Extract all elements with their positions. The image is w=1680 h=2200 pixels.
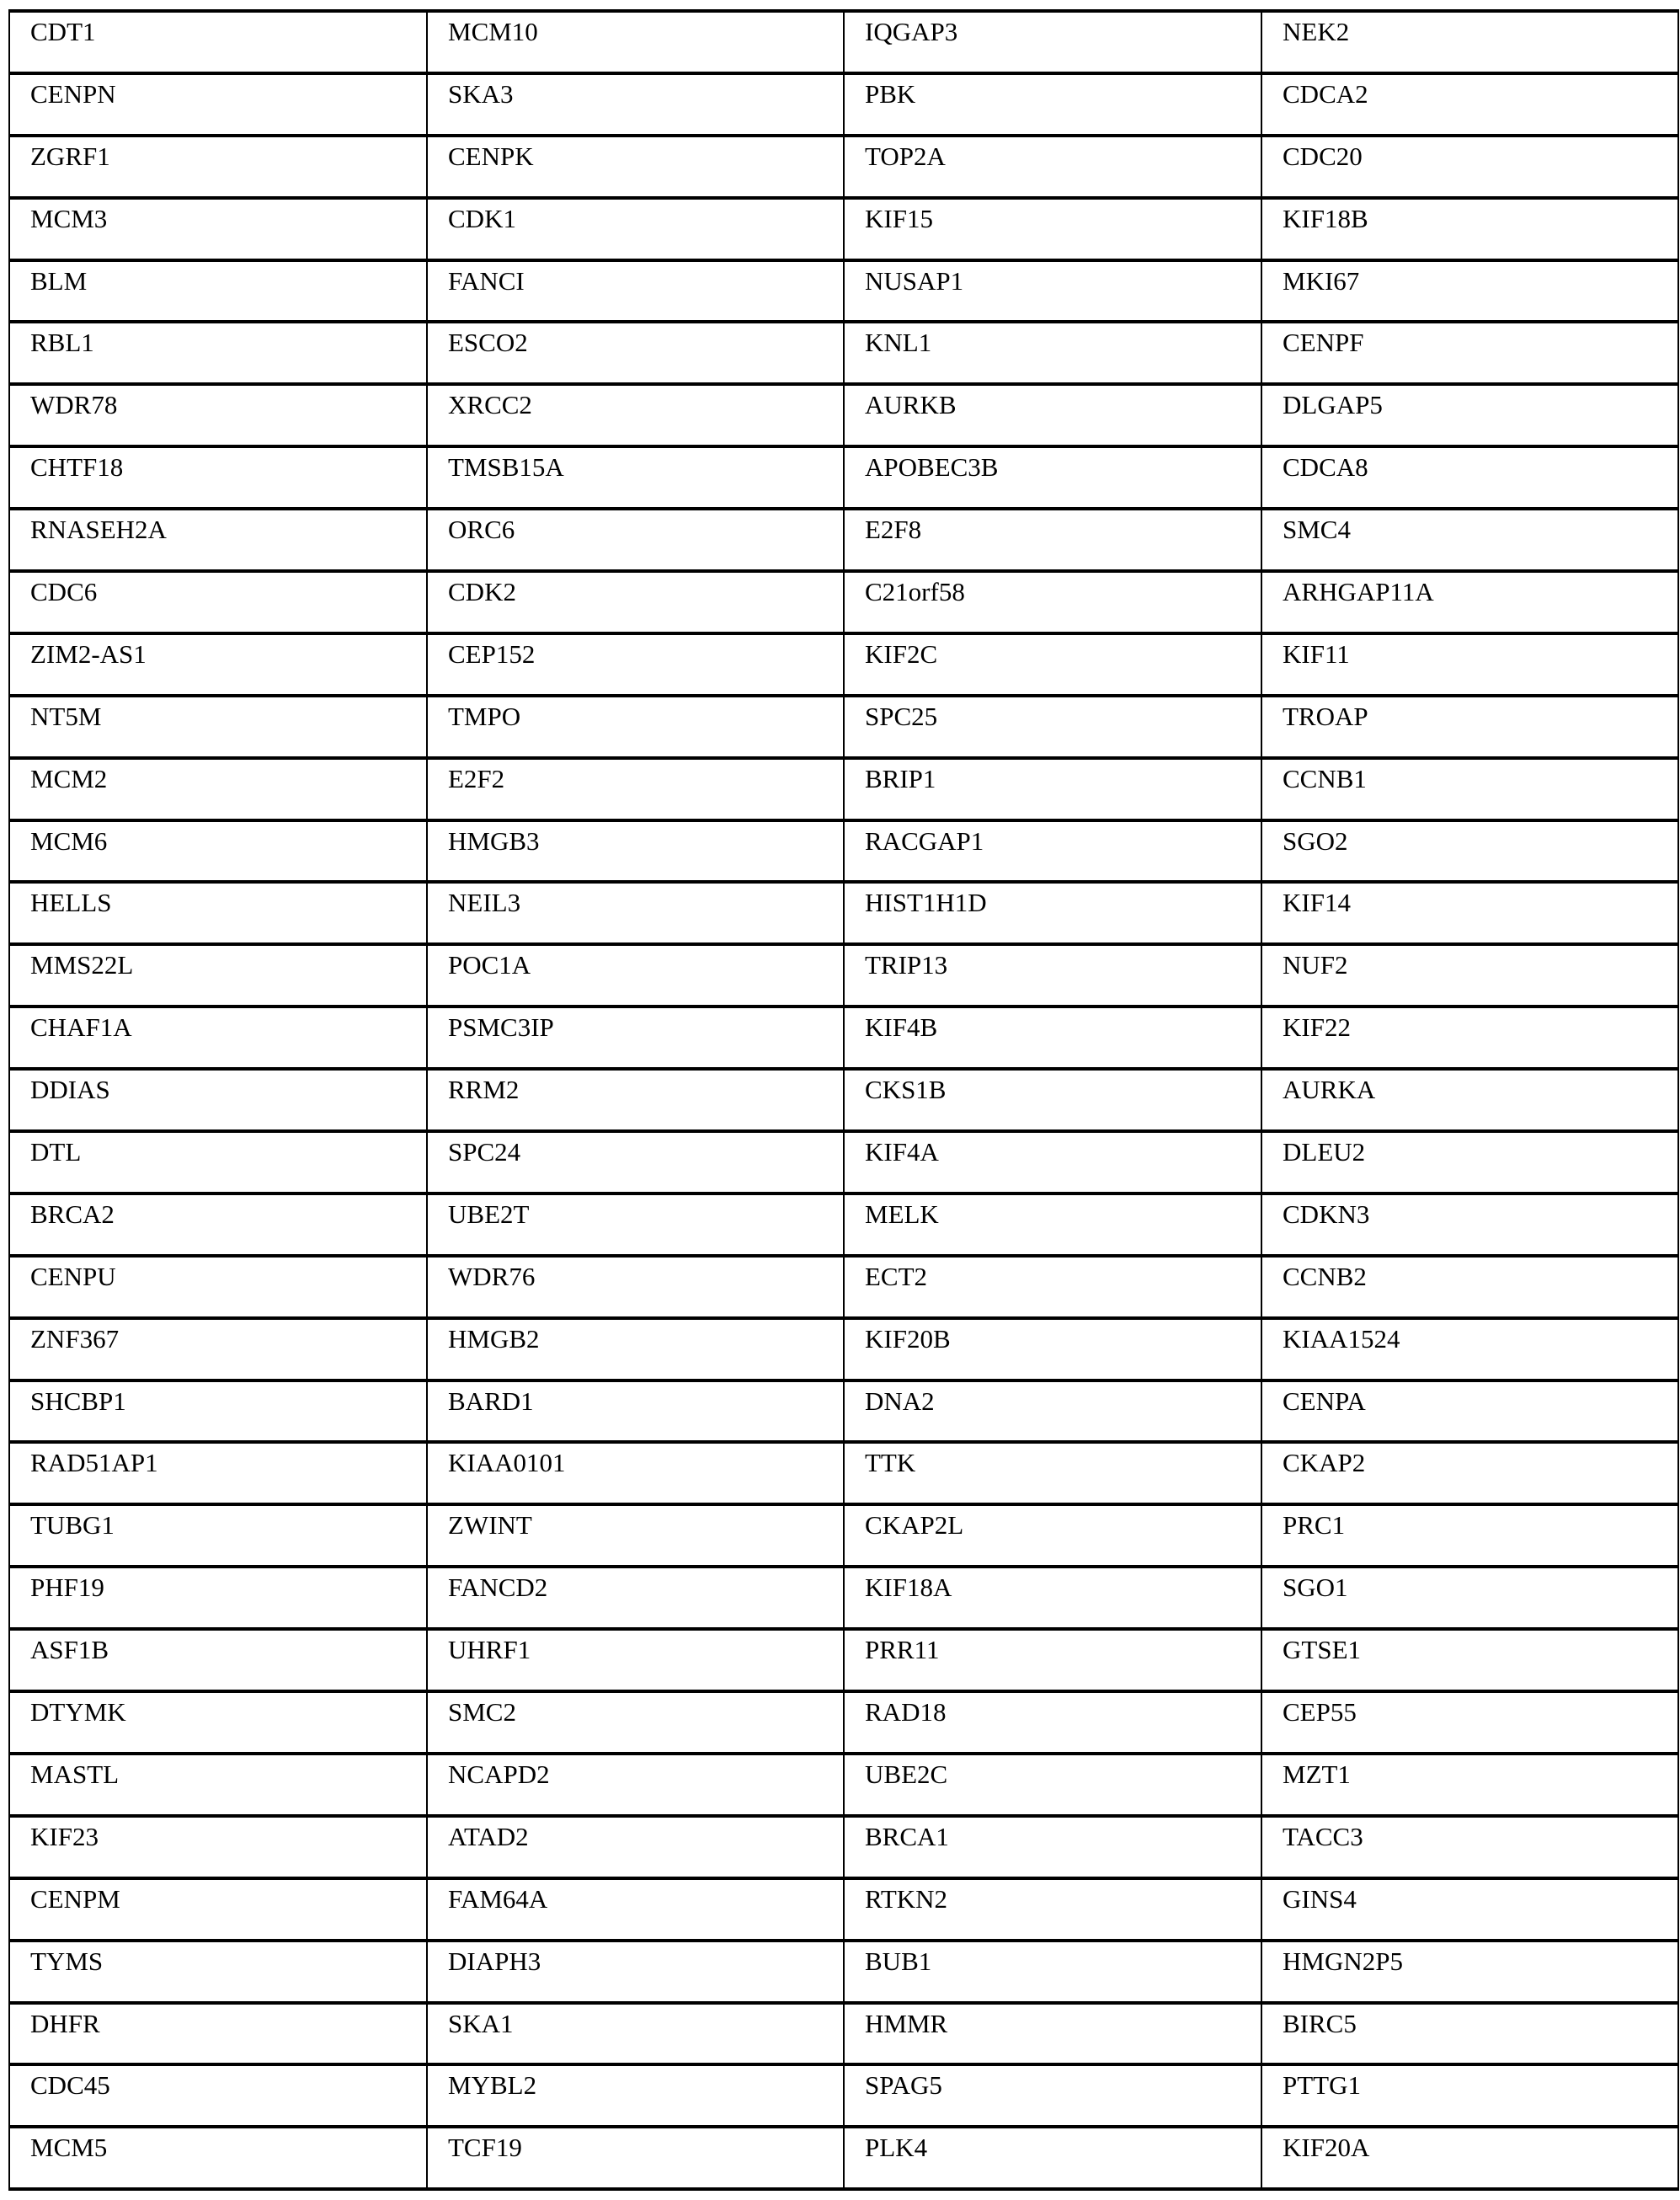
gene-cell: ORC6 [427, 509, 844, 571]
table-row [9, 384, 1678, 446]
gene-cell: TROAP [1261, 696, 1678, 758]
gene-cell: BRCA1 [844, 1816, 1261, 1878]
gene-cell: RBL1 [9, 322, 427, 384]
table-row [9, 1754, 1678, 1816]
gene-cell: DNA2 [844, 1380, 1261, 1443]
gene-cell: RAD18 [844, 1691, 1261, 1754]
gene-cell: NT5M [9, 696, 427, 758]
gene-cell: SKA3 [427, 73, 844, 136]
table-row [9, 260, 1678, 323]
gene-cell: TTK [844, 1442, 1261, 1504]
table-row [9, 2064, 1678, 2127]
table-row [9, 1629, 1678, 1691]
gene-cell: KIF14 [1261, 882, 1678, 944]
table-row [9, 1567, 1678, 1629]
table-row [9, 2003, 1678, 2065]
gene-cell: MCM10 [427, 11, 844, 73]
gene-cell: HELLS [9, 882, 427, 944]
gene-cell: RNASEH2A [9, 509, 427, 571]
gene-cell: TMSB15A [427, 446, 844, 509]
table-row [9, 322, 1678, 384]
gene-cell: TACC3 [1261, 1816, 1678, 1878]
gene-cell: CKAP2 [1261, 1442, 1678, 1504]
gene-cell: HMGN2P5 [1261, 1941, 1678, 2003]
gene-cell: RRM2 [427, 1069, 844, 1131]
table-row [9, 1256, 1678, 1318]
gene-cell: TMPO [427, 696, 844, 758]
gene-cell: AURKB [844, 384, 1261, 446]
gene-cell: RACGAP1 [844, 820, 1261, 883]
gene-cell: AURKA [1261, 1069, 1678, 1131]
gene-cell: DTL [9, 1131, 427, 1193]
gene-cell: ZIM2-AS1 [9, 633, 427, 696]
gene-cell: SPAG5 [844, 2064, 1261, 2127]
table-row [9, 696, 1678, 758]
gene-cell: KIF15 [844, 198, 1261, 260]
gene-cell: KIF20B [844, 1318, 1261, 1380]
gene-cell: GTSE1 [1261, 1629, 1678, 1691]
gene-cell: BUB1 [844, 1941, 1261, 2003]
gene-cell: UBE2T [427, 1193, 844, 1256]
gene-cell: KIF4A [844, 1131, 1261, 1193]
table-row [9, 758, 1678, 820]
gene-cell: DDIAS [9, 1069, 427, 1131]
gene-cell: TUBG1 [9, 1504, 427, 1567]
gene-cell: KIF4B [844, 1007, 1261, 1069]
gene-cell: MCM3 [9, 198, 427, 260]
gene-cell: CDC20 [1261, 136, 1678, 198]
gene-table [8, 9, 1679, 2191]
gene-cell: CEP152 [427, 633, 844, 696]
table-row [9, 1442, 1678, 1504]
gene-cell: MKI67 [1261, 260, 1678, 323]
gene-cell: NEIL3 [427, 882, 844, 944]
table-row [9, 73, 1678, 136]
gene-cell: E2F2 [427, 758, 844, 820]
gene-cell: PTTG1 [1261, 2064, 1678, 2127]
gene-cell: NCAPD2 [427, 1754, 844, 1816]
gene-cell: CENPN [9, 73, 427, 136]
gene-cell: RTKN2 [844, 1878, 1261, 1941]
gene-cell: ZGRF1 [9, 136, 427, 198]
table-row [9, 820, 1678, 883]
gene-cell: KIF18B [1261, 198, 1678, 260]
gene-cell: MCM2 [9, 758, 427, 820]
gene-cell: C21orf58 [844, 571, 1261, 633]
gene-cell: GINS4 [1261, 1878, 1678, 1941]
gene-cell: PRR11 [844, 1629, 1261, 1691]
gene-cell: BLM [9, 260, 427, 323]
gene-table-body [9, 11, 1678, 2189]
table-row [9, 11, 1678, 73]
gene-cell: IQGAP3 [844, 11, 1261, 73]
table-row [9, 1504, 1678, 1567]
gene-cell: SGO2 [1261, 820, 1678, 883]
gene-cell: SKA1 [427, 2003, 844, 2065]
table-row [9, 1007, 1678, 1069]
gene-cell: BRIP1 [844, 758, 1261, 820]
gene-cell: DTYMK [9, 1691, 427, 1754]
table-row [9, 509, 1678, 571]
gene-cell: SGO1 [1261, 1567, 1678, 1629]
gene-cell: SPC25 [844, 696, 1261, 758]
gene-cell: MMS22L [9, 944, 427, 1007]
gene-cell: CENPF [1261, 322, 1678, 384]
gene-cell: KIF23 [9, 1816, 427, 1878]
gene-cell: CDC6 [9, 571, 427, 633]
table-row [9, 882, 1678, 944]
gene-cell: ARHGAP11A [1261, 571, 1678, 633]
table-row [9, 1131, 1678, 1193]
gene-cell: APOBEC3B [844, 446, 1261, 509]
table-row [9, 136, 1678, 198]
gene-cell: RAD51AP1 [9, 1442, 427, 1504]
gene-cell: CHAF1A [9, 1007, 427, 1069]
gene-cell: HMMR [844, 2003, 1261, 2065]
gene-cell: CDK1 [427, 198, 844, 260]
gene-cell: HMGB3 [427, 820, 844, 883]
gene-cell: ASF1B [9, 1629, 427, 1691]
gene-cell: CKS1B [844, 1069, 1261, 1131]
gene-cell: CENPU [9, 1256, 427, 1318]
gene-cell: MASTL [9, 1754, 427, 1816]
gene-cell: UHRF1 [427, 1629, 844, 1691]
gene-cell: TRIP13 [844, 944, 1261, 1007]
table-row [9, 1193, 1678, 1256]
gene-cell: BIRC5 [1261, 2003, 1678, 2065]
gene-cell: TOP2A [844, 136, 1261, 198]
gene-cell: CKAP2L [844, 1504, 1261, 1567]
gene-cell: DIAPH3 [427, 1941, 844, 2003]
gene-cell: MZT1 [1261, 1754, 1678, 1816]
gene-cell: MCM6 [9, 820, 427, 883]
gene-cell: KIF2C [844, 633, 1261, 696]
gene-cell: CHTF18 [9, 446, 427, 509]
table-row [9, 1691, 1678, 1754]
gene-cell: DLEU2 [1261, 1131, 1678, 1193]
gene-cell: KIAA0101 [427, 1442, 844, 1504]
gene-cell: KNL1 [844, 322, 1261, 384]
gene-cell: MYBL2 [427, 2064, 844, 2127]
gene-cell: SMC4 [1261, 509, 1678, 571]
gene-cell: CDCA8 [1261, 446, 1678, 509]
gene-cell: POC1A [427, 944, 844, 1007]
gene-cell: TYMS [9, 1941, 427, 2003]
gene-cell: PLK4 [844, 2127, 1261, 2189]
gene-cell: ESCO2 [427, 322, 844, 384]
gene-cell: HMGB2 [427, 1318, 844, 1380]
gene-cell: CDKN3 [1261, 1193, 1678, 1256]
gene-cell: MELK [844, 1193, 1261, 1256]
gene-cell: KIF22 [1261, 1007, 1678, 1069]
table-row [9, 1069, 1678, 1131]
table-row [9, 633, 1678, 696]
gene-cell: SMC2 [427, 1691, 844, 1754]
gene-cell: FAM64A [427, 1878, 844, 1941]
gene-cell: ZNF367 [9, 1318, 427, 1380]
gene-cell: HIST1H1D [844, 882, 1261, 944]
gene-cell: KIF18A [844, 1567, 1261, 1629]
table-row [9, 571, 1678, 633]
table-row [9, 198, 1678, 260]
gene-cell: KIF20A [1261, 2127, 1678, 2189]
gene-cell: CENPA [1261, 1380, 1678, 1443]
gene-cell: PSMC3IP [427, 1007, 844, 1069]
gene-cell: PRC1 [1261, 1504, 1678, 1567]
table-row [9, 1816, 1678, 1878]
gene-cell: KIF11 [1261, 633, 1678, 696]
table-row [9, 944, 1678, 1007]
gene-cell: ATAD2 [427, 1816, 844, 1878]
gene-cell: NEK2 [1261, 11, 1678, 73]
gene-cell: CDK2 [427, 571, 844, 633]
gene-cell: WDR78 [9, 384, 427, 446]
gene-cell: UBE2C [844, 1754, 1261, 1816]
gene-cell: FANCI [427, 260, 844, 323]
gene-cell: BARD1 [427, 1380, 844, 1443]
gene-cell: FANCD2 [427, 1567, 844, 1629]
gene-cell: KIAA1524 [1261, 1318, 1678, 1380]
gene-cell: NUF2 [1261, 944, 1678, 1007]
gene-cell: CENPK [427, 136, 844, 198]
gene-cell: SHCBP1 [9, 1380, 427, 1443]
gene-cell: CDC45 [9, 2064, 427, 2127]
gene-cell: MCM5 [9, 2127, 427, 2189]
table-row [9, 1380, 1678, 1443]
gene-cell: XRCC2 [427, 384, 844, 446]
gene-cell: WDR76 [427, 1256, 844, 1318]
gene-cell: E2F8 [844, 509, 1261, 571]
gene-cell: DLGAP5 [1261, 384, 1678, 446]
table-row [9, 446, 1678, 509]
table-row [9, 1941, 1678, 2003]
gene-cell: DHFR [9, 2003, 427, 2065]
gene-cell: PBK [844, 73, 1261, 136]
table-row [9, 1878, 1678, 1941]
table-row [9, 2127, 1678, 2189]
gene-cell: CDT1 [9, 11, 427, 73]
gene-cell: ZWINT [427, 1504, 844, 1567]
gene-cell: BRCA2 [9, 1193, 427, 1256]
table-row [9, 1318, 1678, 1380]
gene-cell: CCNB1 [1261, 758, 1678, 820]
gene-cell: NUSAP1 [844, 260, 1261, 323]
gene-cell: PHF19 [9, 1567, 427, 1629]
gene-cell: ECT2 [844, 1256, 1261, 1318]
gene-cell: CEP55 [1261, 1691, 1678, 1754]
gene-cell: CENPM [9, 1878, 427, 1941]
gene-cell: CCNB2 [1261, 1256, 1678, 1318]
gene-cell: TCF19 [427, 2127, 844, 2189]
gene-cell: CDCA2 [1261, 73, 1678, 136]
gene-cell: SPC24 [427, 1131, 844, 1193]
